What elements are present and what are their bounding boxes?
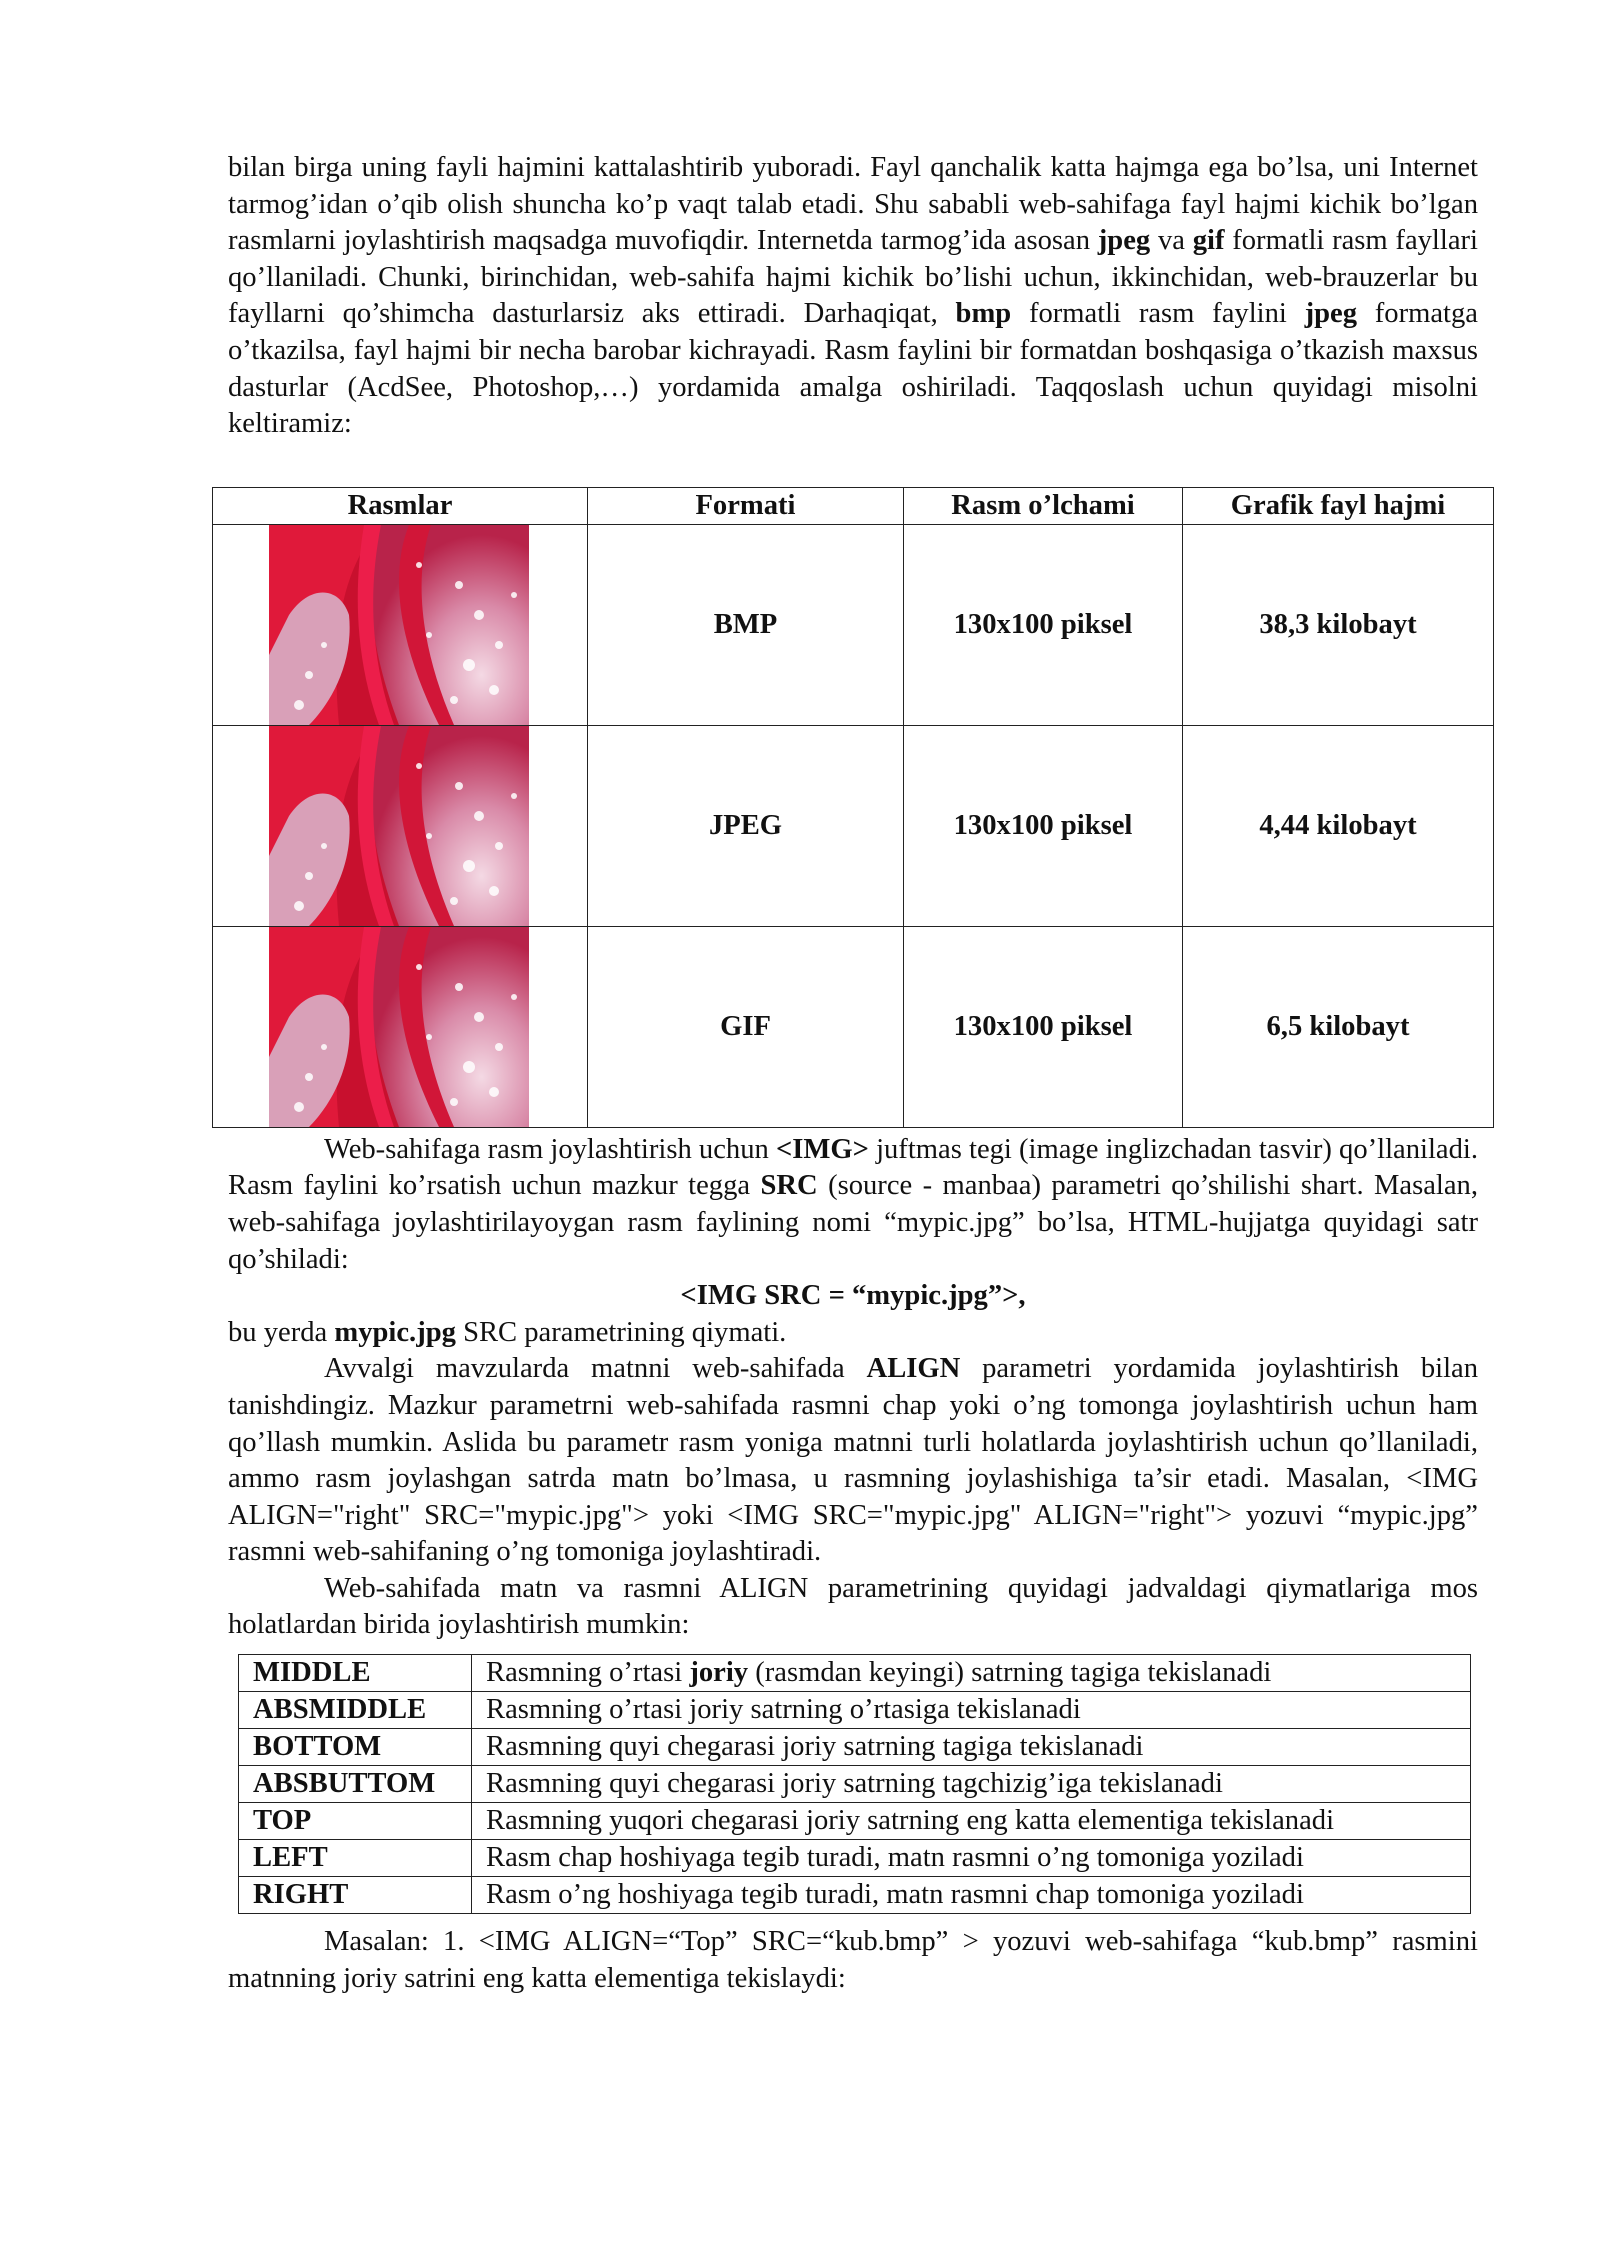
file-size-cell: 4,44 kilobayt [1183, 725, 1494, 926]
file-size-cell: 38,3 kilobayt [1183, 524, 1494, 725]
table-row [239, 1877, 1471, 1914]
header-dimensions: Rasm o’lchami [904, 487, 1183, 524]
code-example: <IMG SRC = “mypic.jpg”>, [680, 1280, 1026, 1312]
table-row [239, 1692, 1471, 1729]
where-paragraph: bu yerda mypic.jpg SRC parametrining qiymati. [228, 1316, 787, 1348]
image-cell [213, 524, 588, 725]
intro-paragraph: bilan birga uning fayli hajmini kattalashtirib yuboradi. Fayl qanchalik katta hajmga ega bo’lsa, uni Internet tarmog’idan o’qib olish shuncha ko’p vaqt talab etadi. Shu sababli web-sahifaga fayl hajmi kichik bo’lgan rasmlarni joylashtirish maqsadga muvofiqdir. Internetda tarmog’ida asosan jpeg va gif formatli rasm fayllari qo’llaniladi. Chunki, birinchidan, web-sahifa hajmi kichik bo’lishi uchun, ikkinchidan, web-brauzerlar bu fayllarni qo’shimcha dasturlarsiz aks ettiradi. Darhaqiqat, bmp formatli rasm faylini jpeg formatga o’tkazilsa, fayl hajmi bir necha barobar kichrayadi. Rasm faylini bir formatdan boshqasiga o’tkazish maxsus dasturlar (AcdSee, Photoshop,…) yordamida amalga oshiriladi. Taqqoslash uchun quyidagi misolni keltiramiz: [228, 152, 1478, 440]
file-size-cell: 6,5 kilobayt [1183, 926, 1494, 1127]
align-values-table [238, 1654, 1471, 1914]
table-row [239, 1766, 1471, 1803]
align-description: Rasmning quyi chegarasi joriy satrning tagchizig’iga tekislanadi [472, 1766, 1471, 1803]
image-cell [213, 926, 588, 1127]
align-key: MIDDLE [239, 1655, 472, 1692]
table-row [239, 1729, 1471, 1766]
document-page [228, 150, 1478, 1997]
img-tag-paragraph: Web-sahifaga rasm joylashtirish uchun <IMG> juftmas tegi (image inglizchadan tasvir) qo’llaniladi. Rasm faylini ko’rsatish uchun mazkur tegga SRC (source - manbaa) parametri qo’shilishi shart. Masalan, web-sahifaga joylashtirilayoygan rasm faylining nomi “mypic.jpg” bo’lsa, HTML-hujjatga quyidagi satr qo’shiladi: [228, 1133, 1478, 1275]
table-row [239, 1840, 1471, 1877]
align-paragraph: Avvalgi mavzularda matnni web-sahifada ALIGN parametri yordamida joylashtirish bilan tanishdingiz. Mazkur parametrni web-sahifada rasmni chap yoki o’ng tomonga joylashtirish uchun ham qo’llash mumkin. Aslida bu parametr rasm yoniga matnni turli holatlarda joylashtirish uchun qo’llaniladi, ammo rasm joylashgan satrda matn bo’lmasa, u rasmning joylashishiga ta’sir etadi. Masalan, <IMG ALIGN="right" SRC="mypic.jpg"> yoki <IMG SRC="mypic.jpg" ALIGN="right"> yozuvi “mypic.jpg” rasmni web-sahifaning o’ng tomoniga joylashtiradi. [228, 1353, 1479, 1568]
header-format: Formati [588, 487, 904, 524]
align-key: ABSMIDDLE [239, 1692, 472, 1729]
align-description: Rasmning o’rtasi joriy satrning o’rtasiga tekislanadi [472, 1692, 1471, 1729]
example-paragraph: Masalan: 1. <IMG ALIGN=“Top” SRC=“kub.bmp” > yozuvi web-sahifaga “kub.bmp” rasmini matnning joriy satrini eng katta elementiga tekislaydi: [228, 1926, 1478, 1994]
align-key: RIGHT [239, 1877, 472, 1914]
table-row [239, 1803, 1471, 1840]
align-key: TOP [239, 1803, 472, 1840]
align-key: ABSBUTTOM [239, 1766, 472, 1803]
align-description: Rasmning o’rtasi joriy (rasmdan keyingi) satrning tagiga tekislanadi [472, 1655, 1471, 1692]
format-cell: BMP [588, 524, 904, 725]
dimension-cell: 130x100 piksel [904, 725, 1183, 926]
rose-petal-image [269, 525, 529, 725]
dimension-cell: 130x100 piksel [904, 926, 1183, 1127]
table-row [213, 926, 1494, 1127]
table-row [239, 1655, 1471, 1692]
format-comparison-table [212, 487, 1494, 1128]
format-cell: GIF [588, 926, 904, 1127]
table-intro-paragraph: Web-sahifada matn va rasmni ALIGN parametrining quyidagi jadvaldagi qiymatlariga mos holatlardan birida joylashtirish mumkin: [228, 1572, 1478, 1641]
header-images: Rasmlar [213, 487, 588, 524]
rose-petal-image [269, 726, 529, 926]
align-description: Rasmning yuqori chegarasi joriy satrning eng katta elementiga tekislanadi [472, 1803, 1471, 1840]
align-description: Rasm chap hoshiyaga tegib turadi, matn rasmni o’ng tomoniga yoziladi [472, 1840, 1471, 1877]
header-file-size: Grafik fayl hajmi [1183, 487, 1494, 524]
dimension-cell: 130x100 piksel [904, 524, 1183, 725]
format-cell: JPEG [588, 725, 904, 926]
image-cell [213, 725, 588, 926]
align-key: BOTTOM [239, 1729, 472, 1766]
rose-petal-image [269, 927, 529, 1127]
align-description: Rasmning quyi chegarasi joriy satrning tagiga tekislanadi [472, 1729, 1471, 1766]
align-description: Rasm o’ng hoshiyaga tegib turadi, matn rasmni chap tomoniga yoziladi [472, 1877, 1471, 1914]
table-row [213, 725, 1494, 926]
table-row [213, 524, 1494, 725]
align-key: LEFT [239, 1840, 472, 1877]
